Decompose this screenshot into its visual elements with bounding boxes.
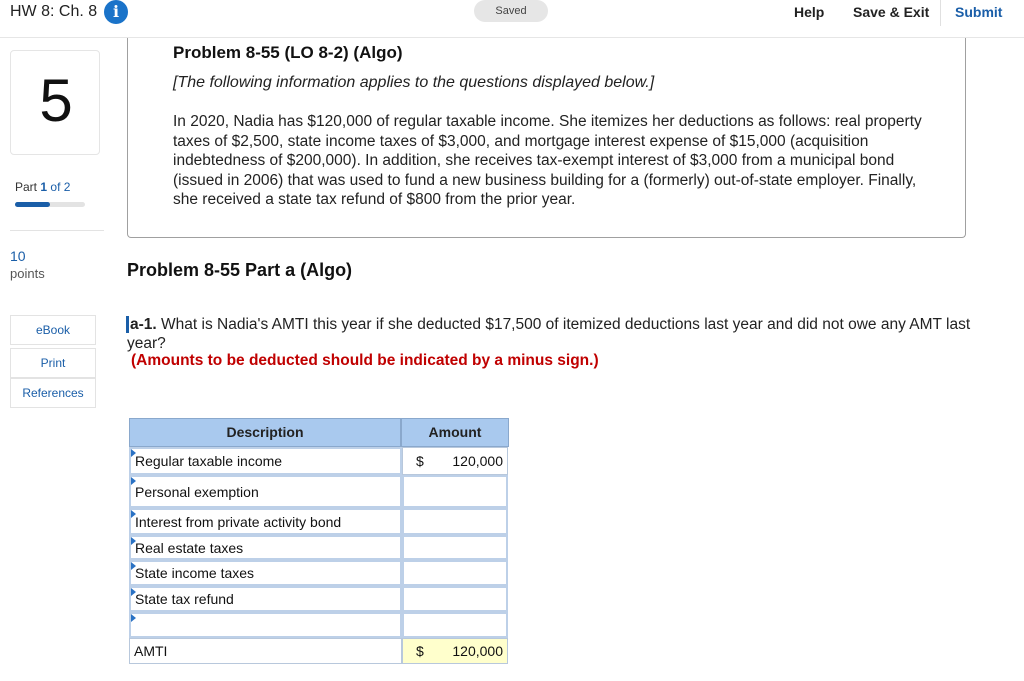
assignment-title: HW 8: Ch. 8 — [10, 3, 98, 20]
amti-total-cell — [402, 638, 508, 664]
part-current: 1 — [40, 180, 48, 194]
part-indicator — [15, 180, 70, 194]
instruction-hint: (Amounts to be deducted should be indicated by a minus sign.) — [131, 352, 599, 369]
amount-input[interactable] — [402, 475, 508, 508]
amount-input[interactable] — [402, 586, 508, 612]
description-input[interactable] — [129, 612, 402, 638]
saved-status-badge: Saved — [474, 0, 548, 22]
description-input[interactable] — [129, 586, 402, 612]
top-divider — [940, 0, 941, 26]
total-description-cell — [129, 638, 402, 664]
row-description: Regular taxable income — [135, 453, 283, 469]
amount-input[interactable] — [402, 560, 508, 586]
save-exit-button[interactable]: Save & Exit — [853, 4, 930, 20]
amount-cell — [402, 447, 508, 475]
table-row — [129, 475, 509, 508]
row-description: Real estate taxes — [135, 539, 244, 556]
dropdown-marker-icon — [131, 614, 136, 622]
amount-input[interactable] — [402, 612, 508, 638]
problem-title: Problem 8-55 (LO 8-2) (Algo) — [173, 43, 403, 62]
part-progress-bar — [15, 202, 85, 207]
question-text: What is Nadia's AMTI this year if she deducted $17,500 of itemized deductions last year and did not owe any AMT last year? — [127, 316, 971, 352]
column-header-amount: Amount — [401, 418, 509, 447]
column-header-description: Description — [129, 418, 401, 447]
part-word: Part — [15, 180, 38, 194]
part-total: of 2 — [50, 180, 71, 194]
sidebar-divider — [10, 230, 104, 231]
ebook-button[interactable]: eBook — [10, 315, 96, 345]
table-row — [129, 535, 509, 560]
description-input[interactable] — [129, 475, 402, 508]
part-progress-fill — [15, 202, 50, 207]
info-icon[interactable]: i — [104, 0, 128, 24]
amount-value: 120,000 — [452, 643, 503, 659]
top-bar — [0, 0, 1024, 38]
print-button[interactable]: Print — [10, 348, 96, 378]
points-value: 10 — [10, 248, 26, 264]
table-row — [129, 447, 509, 475]
amount-value: 120,000 — [452, 453, 503, 469]
table-header — [129, 418, 509, 447]
description-input[interactable] — [129, 560, 402, 586]
submit-button[interactable]: Submit — [955, 4, 1003, 20]
description-input[interactable] — [129, 447, 402, 475]
problem-note: [The following information applies to the questions displayed below.] — [173, 74, 655, 91]
question — [127, 315, 1007, 353]
amount-input[interactable] — [402, 508, 508, 535]
description-input[interactable] — [129, 508, 402, 535]
dollar-sign: $ — [416, 453, 424, 469]
references-button[interactable]: References — [10, 378, 96, 408]
question-label: a-1. — [126, 316, 157, 333]
problem-statement-box — [127, 38, 966, 238]
question-number-card — [10, 50, 100, 155]
help-button[interactable]: Help — [794, 4, 825, 20]
row-description: Interest from private activity bond — [135, 513, 342, 530]
points-label: points — [10, 266, 45, 281]
table-row — [129, 612, 509, 638]
part-title: Problem 8-55 Part a (Algo) — [127, 260, 353, 280]
table-row — [129, 508, 509, 535]
question-number: 5 — [39, 67, 73, 134]
problem-text: In 2020, Nadia has $120,000 of regular taxable income. She itemizes her deductions as follows: real property taxes of $2,500, state income taxes of $3,000, and mortgage interest expense of $15,000 (acquisition indebtedness of $200,000). In addition, she receives tax-exempt interest of $3,000 from a municipal bond (issued in 2006) that was used to fund a new business building for a (formerly) out-of-state employer. Finally, she received a state tax refund of $800 from the prior year. — [173, 113, 922, 208]
table-row — [129, 560, 509, 586]
dollar-sign: $ — [416, 643, 424, 659]
row-description: State tax refund — [135, 591, 234, 607]
row-description: Personal exemption — [135, 483, 259, 500]
table-row — [129, 586, 509, 612]
description-input[interactable] — [129, 535, 402, 560]
row-description: State income taxes — [135, 565, 255, 581]
row-description: AMTI — [134, 643, 168, 659]
table-row — [129, 638, 509, 664]
amount-input[interactable] — [402, 535, 508, 560]
